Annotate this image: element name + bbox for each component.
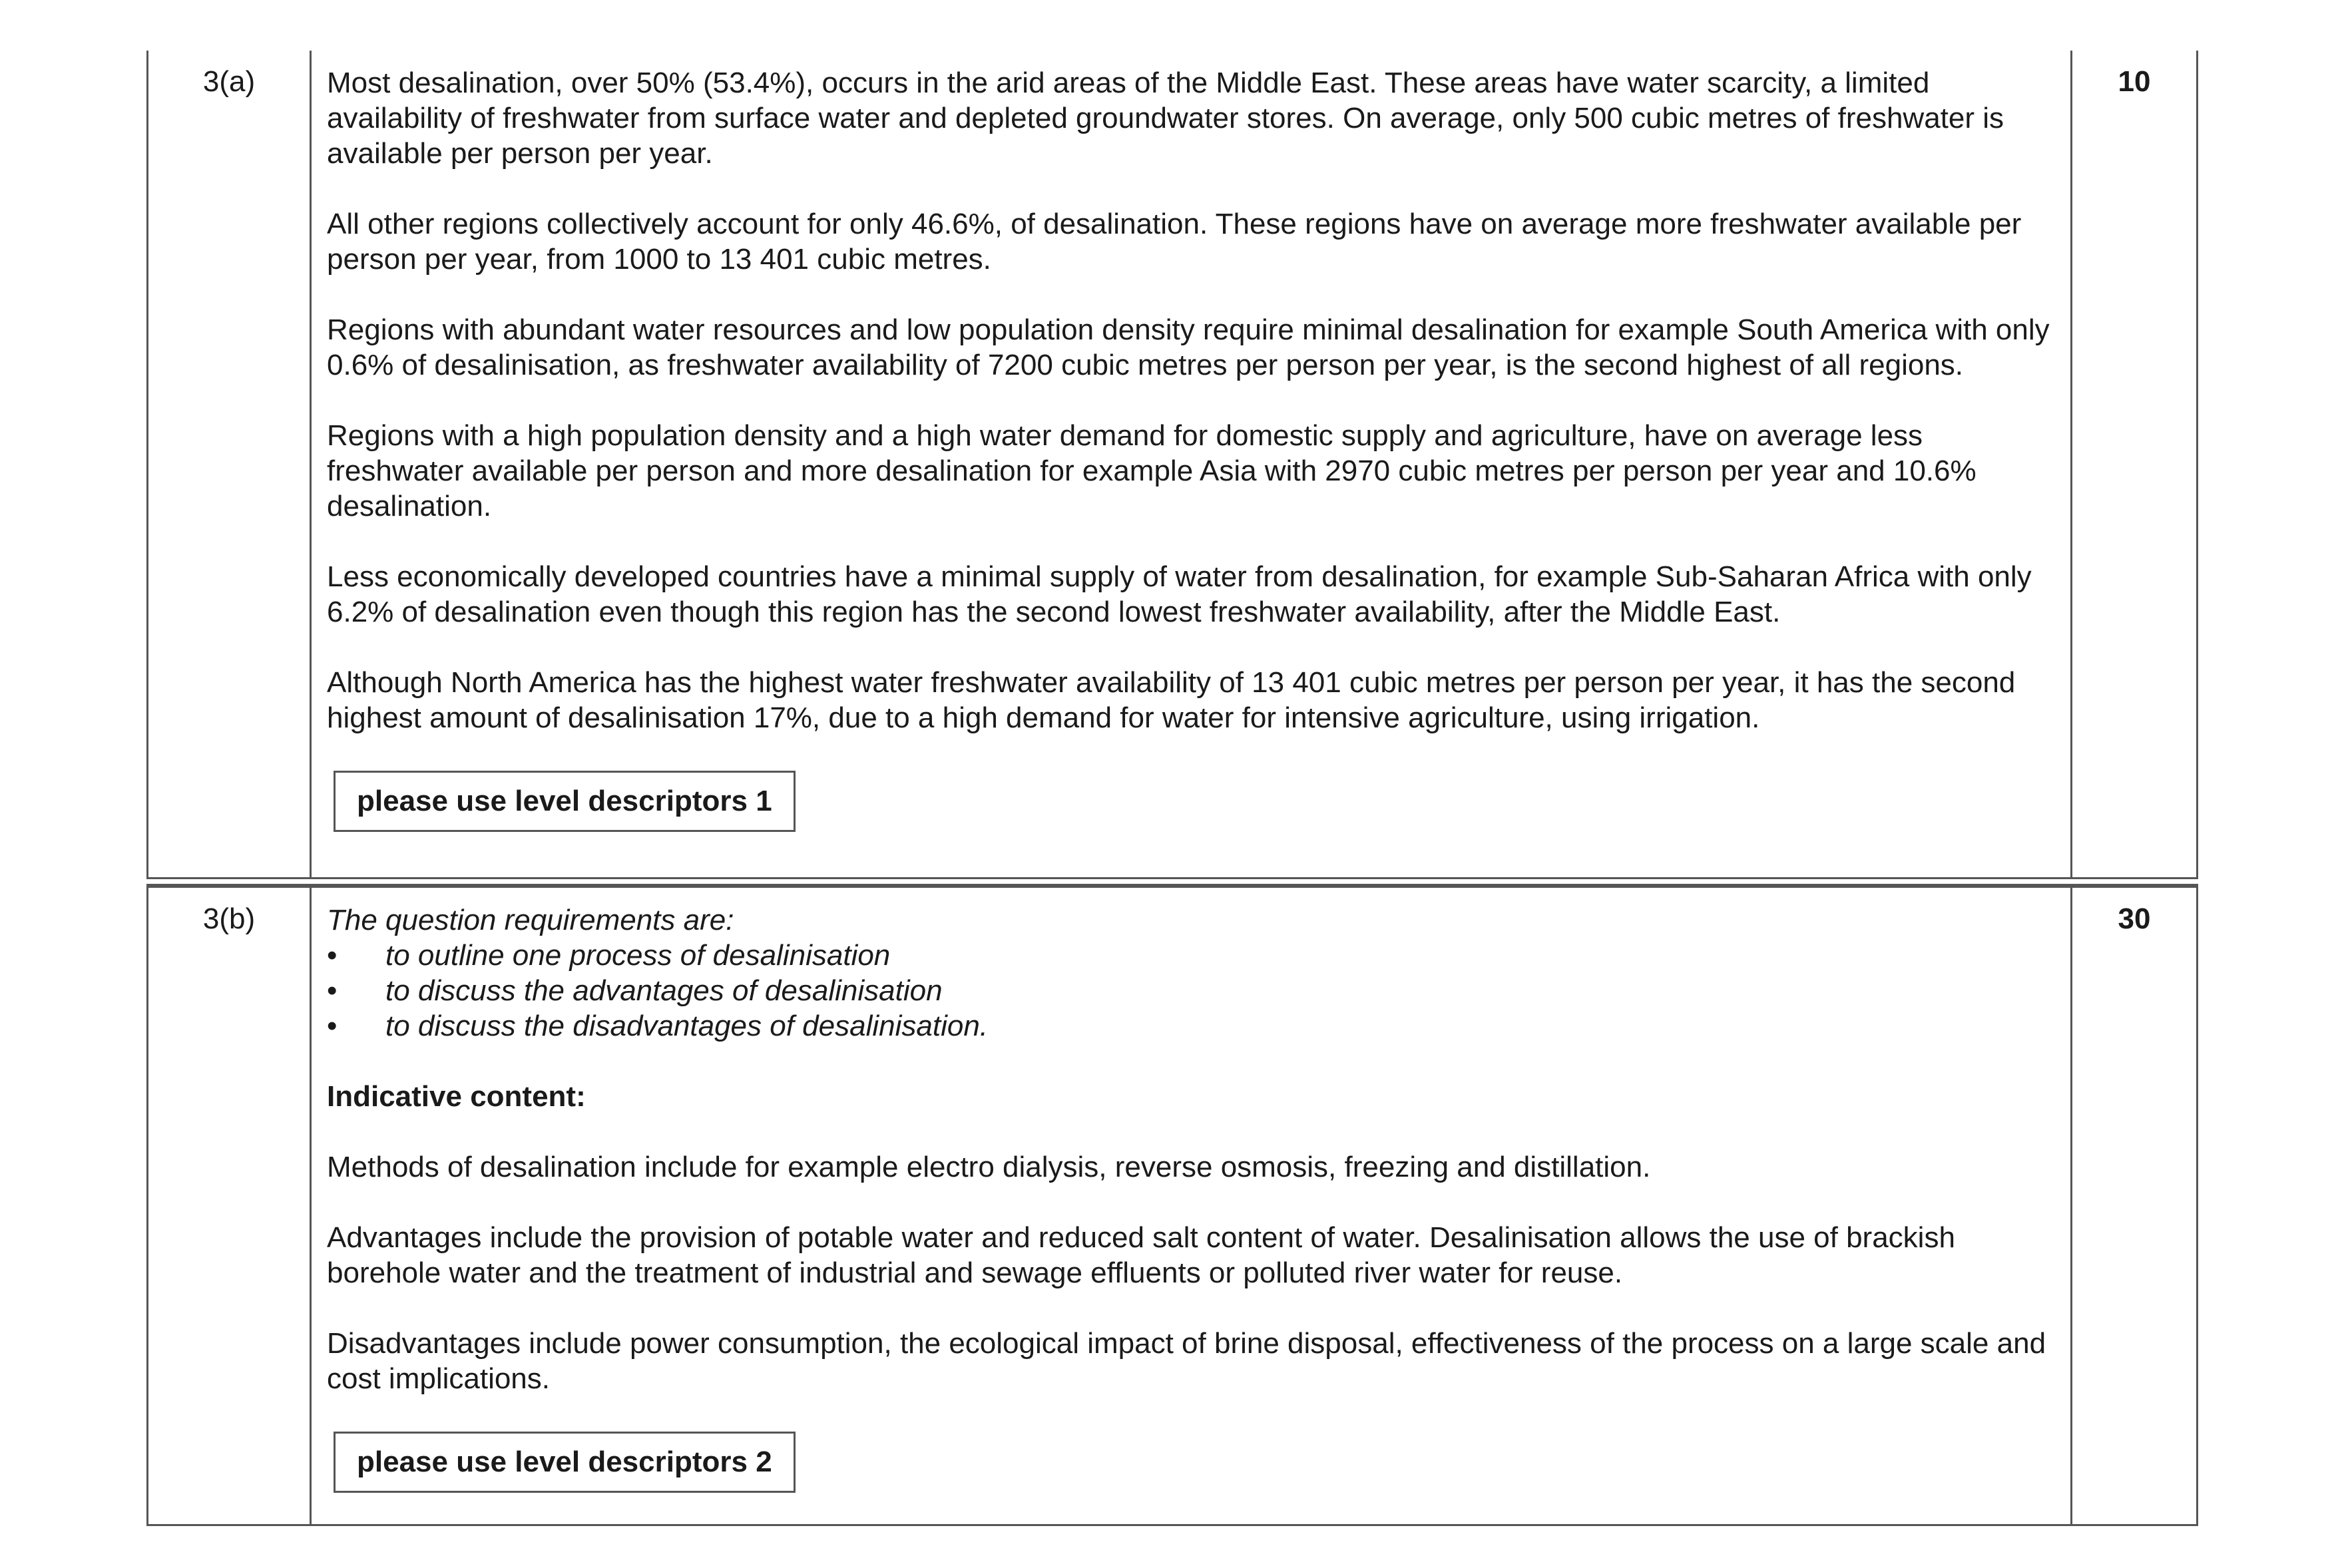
column-divider (310, 51, 312, 877)
answer-paragraph: Methods of desalination include for example electro dialysis, reverse osmosis, freezing and distillation. (327, 1151, 1651, 1183)
requirements-intro: The question requirements are: (327, 904, 734, 936)
answer-paragraph: Most desalination, over 50% (53.4%), occurs in the arid areas of the Middle East. These areas have water scarcity, a limited availability of freshwater from surface water and depleted groundwater stores. On average, only 500 cubic metres of freshwater is available per person per year. (327, 67, 2004, 170)
list-item: • to discuss the advantages of desalinisation (327, 973, 2058, 1008)
answer-paragraph: Regions with a high population density and a high water demand for domestic supply and agriculture, have on average less freshwater available per person and more desalination for example Asia with 2970 cubic metres per person per year and 10.6% desalination. (327, 419, 1977, 522)
answer-paragraph: All other regions collectively account for only 46.6%, of desalination. These regions have on average more freshwater available per person per year, from 1000 to 13 401 cubic metres. (327, 208, 2022, 276)
column-divider (2070, 888, 2072, 1524)
mark-scheme-row-3a (146, 51, 2198, 879)
list-item: • to discuss the disadvantages of desalinisation. (327, 1008, 2058, 1044)
level-descriptor-box: please use level descriptors 2 (334, 1432, 796, 1493)
level-descriptor-box: please use level descriptors 1 (334, 771, 796, 832)
question-number: 3(b) (202, 902, 256, 935)
question-number: 3(a) (202, 65, 256, 98)
answer-paragraph: Less economically developed countries have a minimal supply of water from desalination, for example Sub-Saharan Africa with only 6.2% of desalination even though this region has the second lowest freshwater availability, after the Middle East. (327, 560, 2032, 628)
answer-paragraph: Disadvantages include power consumption, the ecological impact of brine disposal, effectiveness of the process on a large scale and cost implications. (327, 1327, 2046, 1395)
list-item: • to outline one process of desalinisation (327, 938, 2058, 973)
requirements-list (327, 938, 2058, 1044)
marks-value: 30 (2118, 902, 2151, 935)
answer-paragraph: Advantages include the provision of potable water and reduced salt content of water. Desalinisation allows the use of brackish borehole water and the treatment of industrial and sewage effluents or polluted river water for reuse. (327, 1221, 1955, 1289)
indicative-content-heading: Indicative content: (327, 1080, 586, 1113)
column-divider (310, 888, 312, 1524)
answer-content (327, 65, 2058, 832)
answer-paragraph: Although North America has the highest water freshwater availability of 13 401 cubic metres per person per year, it has the second highest amount of desalinisation 17%, due to a high demand for water for intensive agriculture, using irrigation. (327, 666, 2016, 734)
mark-scheme-row-3b (146, 886, 2198, 1526)
answer-paragraph: Regions with abundant water resources and low population density require minimal desalination for example South America with only 0.6% of desalinisation, as freshwater availability of 7200 cubic metres per person per year, is the second highest of all regions. (327, 313, 2050, 381)
marks-value: 10 (2118, 65, 2151, 98)
answer-content (327, 902, 2058, 1493)
column-divider (2070, 51, 2072, 877)
